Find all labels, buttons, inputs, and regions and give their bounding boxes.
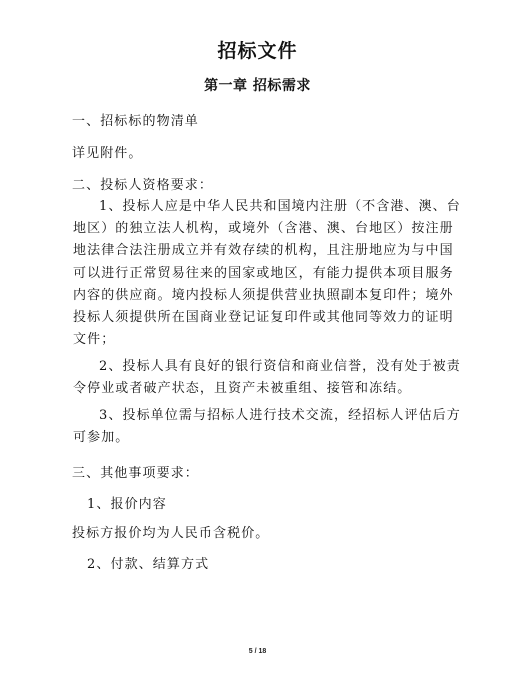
paragraph-line: 详见附件。 [72,146,143,161]
page-number: 5 / 18 [248,648,267,655]
section-heading-1: 一、招标标的物清单 [72,114,199,129]
paragraph-line: 投标方报价均为人民币含税价。 [72,526,270,541]
paragraph-line: 可参加。 [73,430,130,445]
subsection-heading: 2、付款、结算方式 [87,557,210,572]
subsection-heading: 1、报价内容 [87,497,167,512]
paragraph-line: 文件； [73,332,116,347]
paragraph-line: 内容的供应商。境内投标人须提供营业执照副本复印件；境外 [73,288,454,303]
document-title: 招标文件 [217,40,298,62]
chapter-heading: 第一章 招标需求 [204,78,311,94]
paragraph-line: 可以进行正常贸易往来的国家或地区，有能力提供本项目服务 [73,266,454,281]
paragraph-line: 1、投标人应是中华人民共和国境内注册（不含港、澳、台 [99,199,461,214]
section-heading-3: 三、其他事项要求： [72,466,199,481]
paragraph-line: 3、投标单位需与招标人进行技术交流，经招标人评估后方 [99,408,461,423]
section-heading-2: 二、投标人资格要求： [72,178,214,193]
paragraph-line: 令停业或者破产状态，且资产未被重组、接管和冻结。 [73,381,412,396]
paragraph-line: 投标人须提供所在国商业登记证复印件或其他同等效力的证明 [73,310,454,325]
paragraph-line: 2、投标人具有良好的银行资信和商业信誉，没有处于被责 [99,359,461,374]
paragraph-line: 地法律合法注册成立并有效存续的机构，且注册地应为与中国 [73,243,454,258]
paragraph-line: 地区）的独立法人机构，或境外（含港、澳、台地区）按注册 [73,221,454,236]
